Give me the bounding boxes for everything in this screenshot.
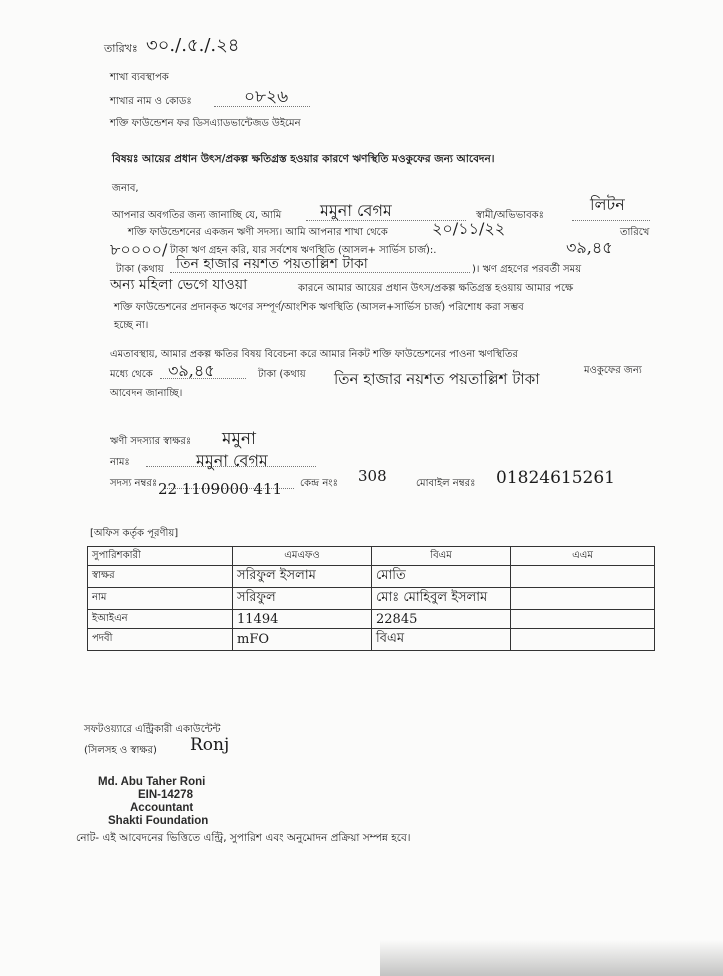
stamp-org: Shakti Foundation [108, 815, 209, 827]
para1-text8: কারনে আমার আয়ের প্রধান উৎস/প্রকল্প ক্ষতিগ্রস্ত হওয়ায় আমার পক্ষে [298, 283, 574, 294]
member-number-label: সদস্য নম্বরঃ [110, 478, 158, 489]
table-row [88, 629, 655, 651]
para1-text4: তারিখে [620, 227, 650, 238]
member-signature: মমুনা [222, 429, 256, 449]
member-name-label: নামঃ [110, 457, 130, 468]
bm-signature: মোতি [372, 566, 511, 588]
para1-text6: টাকা (কথায় [116, 264, 164, 275]
center-label: কেন্দ্র নংঃ [300, 478, 338, 489]
seal-signature-label: (সিলসহ ও স্বাক্ষর) [84, 745, 157, 756]
bm-designation: বিএম [372, 629, 511, 651]
row-label-designation: পদবী [88, 629, 233, 651]
bm-name: মোঃ মোহিবুল ইসলাম [372, 588, 511, 610]
stamp-title: Accountant [130, 802, 194, 814]
mobile-label: মোবাইল নম্বরঃ [416, 478, 476, 489]
date-value: ৩০./.৫./.২৪ [146, 35, 240, 56]
mfo-ein: 11494 [233, 610, 372, 629]
row-label-signature: স্বাক্ষর [88, 566, 233, 588]
para1-text3: শক্তি ফাউন্ডেশনের একজন ঋণী সদস্য। আমি আপনার শাখা থেকে [128, 227, 388, 238]
loan-date: ২০/১১/২২ [432, 219, 506, 238]
para2-text2: মধ্যে থেকে [110, 369, 153, 380]
subject-line: বিষয়ঃ আয়ের প্রধান উৎস/প্রকল্প ক্ষতিগ্রস্ত হওয়ার কারণে ঋণস্থিতি মওকুফের জন্য আবেদন। [112, 153, 495, 165]
member-name: মমুনা বেগম [196, 451, 268, 470]
footer-note: নোট- এই আবেদনের ভিত্তিতে এন্ট্রি, সুপারিশ এবং অনুমোদন প্রক্রিয়া সম্পন্ন হবে। [76, 832, 411, 844]
para2-text4: মওকুফের জন্য [584, 365, 642, 376]
am-ein [511, 610, 655, 629]
row-label-ein: ইআইএন [88, 610, 233, 629]
table-row [88, 566, 655, 588]
mfo-name: সরিফুল [233, 588, 372, 610]
member-signature-label: ঋণী সদস্যার স্বাক্ষরঃ [110, 436, 192, 447]
table-header-row [88, 547, 655, 566]
guardian-dots [572, 220, 650, 221]
office-table [87, 546, 655, 651]
salutation: জনাব, [112, 183, 139, 194]
header-recommender: সুপারিশকারী [88, 547, 233, 566]
para2-text3: টাকা (কথায় [258, 369, 306, 380]
stamp-name: Md. Abu Taher Roni [98, 776, 206, 788]
row-label-name: নাম [88, 588, 233, 610]
photo-shadow [380, 940, 723, 976]
table-row [88, 610, 655, 629]
date-label: তারিখঃ [104, 42, 138, 55]
mobile-number: 01824615261 [496, 468, 615, 488]
recipient-org: শক্তি ফাউন্ডেশন ফর ডিসএ্যাডভান্টেজড উইমেন [110, 118, 301, 129]
para2-text5: আবেদন জানাচ্ছি। [110, 388, 183, 399]
damage-reason: অন্য মহিলা ভেগে যাওয়া [110, 277, 248, 293]
recipient-title: শাখা ব্যবস্থাপক [110, 72, 169, 83]
branch-label: শাখার নাম ও কোডঃ [110, 96, 192, 107]
para1-text9: শক্তি ফাউন্ডেশনের প্রদানকৃত ঋণের সম্পূর্ণ/আংশিক ঋণস্থিতি (আসল+সার্ভিস চার্জ) পরিশোধ করা সম্ভব [114, 302, 524, 313]
para1-text10: হচ্ছে না। [114, 320, 149, 331]
office-section-title: [অফিস কর্তৃক পূরণীয়] [90, 528, 179, 539]
mfo-signature: সরিফুল ইসলাম [233, 566, 372, 588]
para1-text7: )। ঋণ গ্রহণের পরবর্তী সময় [472, 264, 582, 275]
waive-amount: ৩৯,৪৫ [168, 361, 215, 380]
am-designation [511, 629, 655, 651]
para1-text2: স্বামী/অভিভাবকঃ [476, 210, 544, 221]
accountant-stamp [98, 776, 208, 828]
applicant-name: মমুনা বেগম [320, 201, 392, 220]
bm-ein: 22845 [372, 610, 511, 629]
center-number: 308 [358, 467, 387, 485]
para1-text5: টাকা ঋণ গ্রহন করি, যার সর্বশেষ ঋণস্থিতি (আসল+ সার্ভিস চার্জ):. [170, 245, 437, 256]
am-signature [511, 566, 655, 588]
guardian-name: লিটন [590, 195, 625, 214]
stamp-ein: EIN-14278 [138, 789, 193, 801]
waive-amount-words: তিন হাজার নয়শত পয়তাল্লিশ টাকা [334, 370, 540, 388]
table-row [88, 588, 655, 610]
accountant-label: সফটওয়্যারে এন্ট্রিকারী একাউন্টেন্ট [84, 724, 221, 735]
header-mfo: এমএফও [233, 547, 372, 566]
balance-in-words: তিন হাজার নয়শত পয়তাল্লিশ টাকা [176, 256, 368, 272]
branch-code: ০৮২৬ [244, 87, 289, 107]
para2-text1: এমতাবস্থায়, আমার প্রকল্প ক্ষতির বিষয় বিবেচনা করে আমার নিকট শক্তি ফাউন্ডেশনের পাওনা ঋণস্থিতির [110, 349, 519, 360]
balance-amount: ৩৯,৪৫ [566, 238, 613, 257]
accountant-signature: Ronj [190, 735, 230, 755]
loan-amount: ৮০০০০/ [110, 240, 168, 259]
mfo-designation: mFO [233, 629, 372, 651]
header-am: এএম [511, 547, 655, 566]
member-number: 22 1109000 411 [158, 480, 283, 498]
para1-text1: আপনার অবগতির জন্য জানাচ্ছি যে, আমি [112, 210, 282, 221]
am-name [511, 588, 655, 610]
header-bm: বিএম [372, 547, 511, 566]
